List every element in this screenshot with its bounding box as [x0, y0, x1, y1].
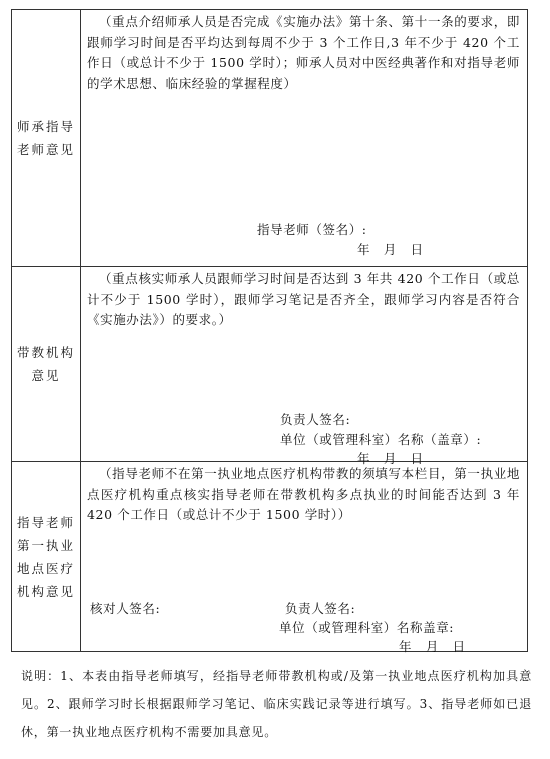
checker-signature-label: 核对人签名: [90, 601, 161, 616]
date-line: 年 月 日 [399, 639, 466, 654]
unit-seal-label: 单位（或管理科室）名称盖章: [279, 620, 455, 635]
requirement-text: （重点核实师承人员跟师学习时间是否达到 3 年共 420 个工作日（或总计不少于 1500 学时），跟师学习笔记是否齐全，跟师学习内容是否符合《实施办法》）的要求。） [87, 271, 520, 327]
leader-signature-label: 负责人签名: [285, 601, 356, 616]
opinion-form-table [11, 9, 528, 652]
date-line: 年 月 日 [357, 242, 424, 257]
row-label-cell [12, 267, 81, 461]
leader-signature-label: 负责人签名: [280, 412, 351, 427]
opinion-cell[interactable] [81, 267, 527, 466]
unit-seal-label: 单位（或管理科室）名称（盖章）: [280, 432, 482, 447]
row-label-cell [12, 10, 81, 266]
row-mentor-opinion [12, 10, 527, 267]
opinion-cell[interactable] [81, 10, 527, 266]
row-label-cell [12, 462, 81, 652]
row-label: 指导老师 第一执业 地点医疗 机构意见 [17, 515, 76, 599]
row-label: 师承指导 老师意见 [17, 119, 76, 157]
row-teaching-institution-opinion [12, 267, 527, 466]
row-first-practice-site-opinion [12, 462, 527, 652]
date-line: 年 月 日 [357, 451, 424, 466]
requirement-text: （重点介绍师承人员是否完成《实施办法》第十条、第十一条的要求，即跟师学习时间是否平均达到每周不少于 3 个工作日,3 年不少于 420 个工作日（或总计不少于 1500 学时）；师承人员对中医经典著作和对指导老师的学术思想、临床经验的掌握程度） [87, 14, 520, 91]
requirement-text: （指导老师不在第一执业地点医疗机构带教的须填写本栏目，第一执业地点医疗机构重点核实指导老师在带教机构多点执业的时间能否达到 3 年 420 个工作日（或总计不少于 1500 学时）） [87, 466, 520, 522]
mentor-signature-label: 指导老师（签名）: [257, 222, 367, 237]
form-notes: 说明：1、本表由指导老师填写，经指导老师带教机构或/及第一执业地点医疗机构加具意见。2、跟师学习时长根据跟师学习笔记、临床实践记录等进行填写。3、指导老师如已退休，第一执业地点医疗机构不需要加具意见。 [21, 669, 532, 739]
row-label: 带教机构 意见 [17, 345, 76, 383]
opinion-cell[interactable] [81, 462, 527, 652]
